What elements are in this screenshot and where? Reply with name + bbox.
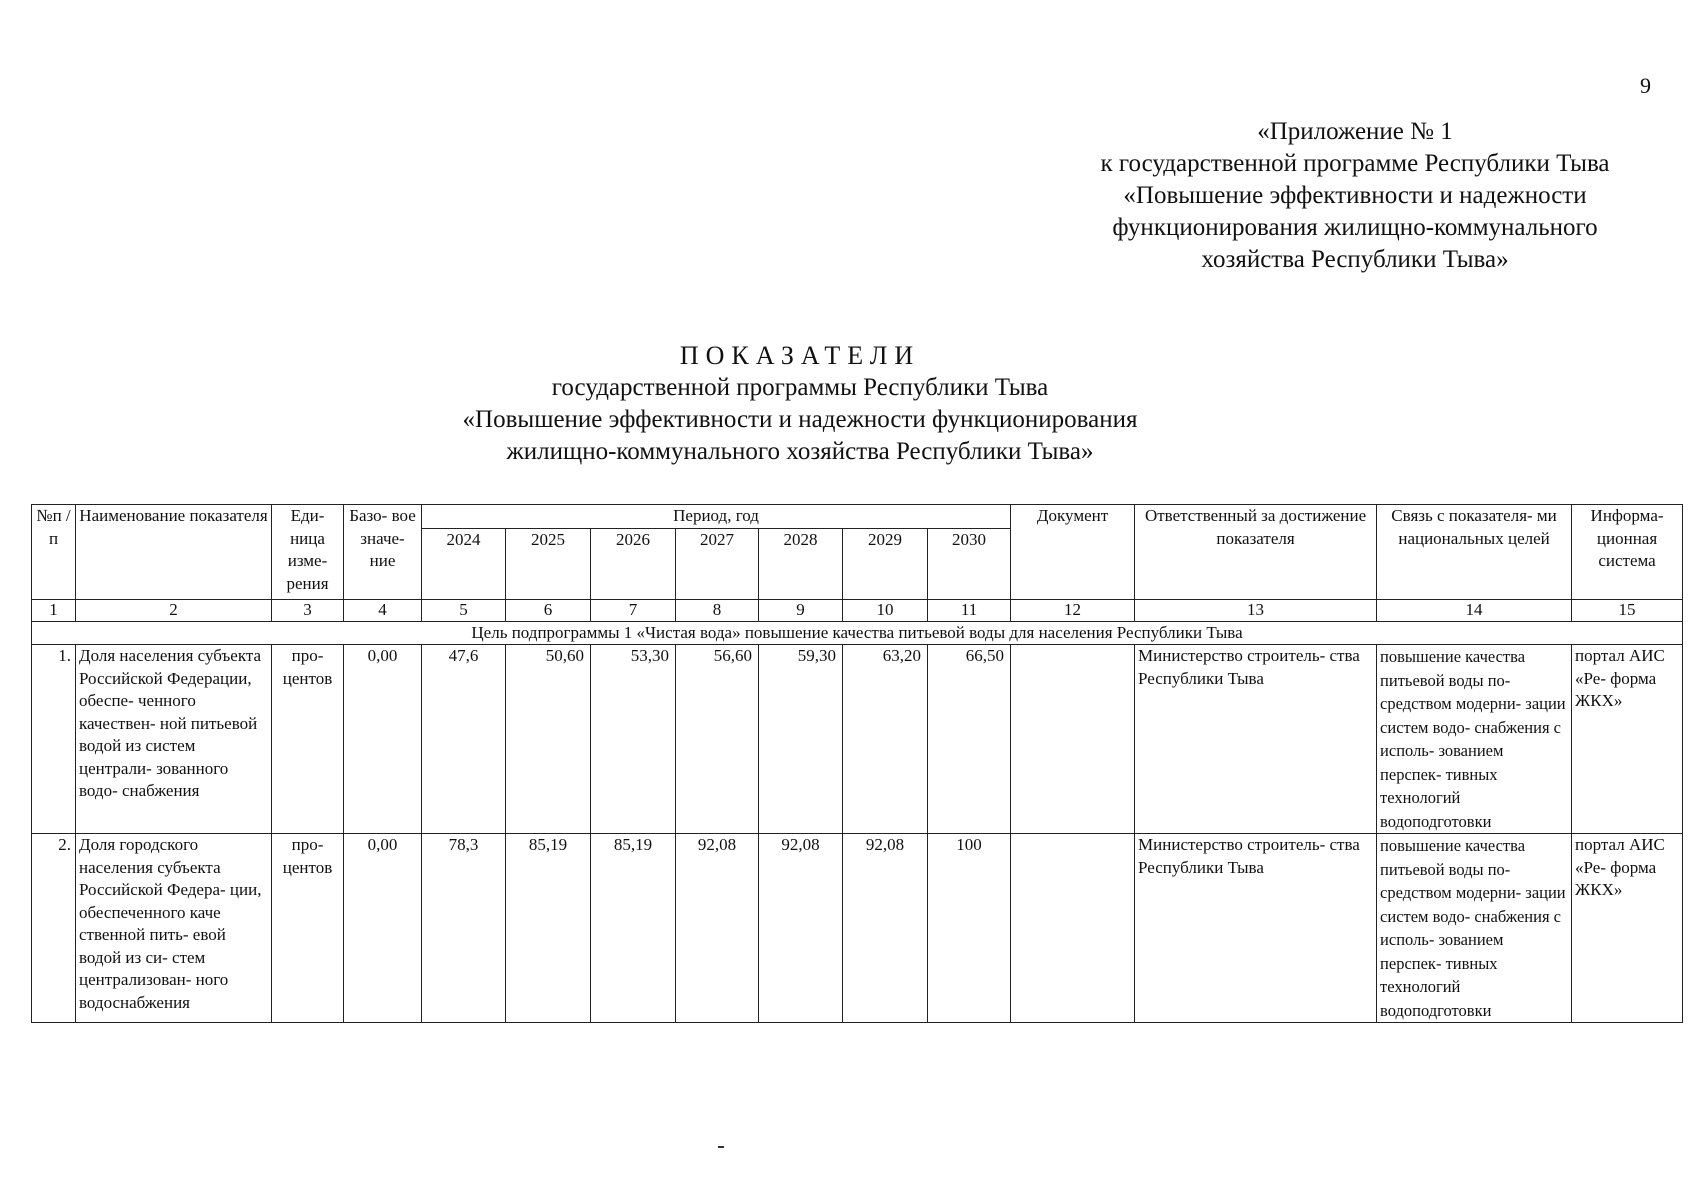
indicator-responsible: Министерство строитель- ства Республики Тыва — [1135, 834, 1377, 1023]
column-number: 6 — [506, 600, 591, 622]
header-year: 2024 — [422, 529, 506, 600]
indicator-value: 50,60 — [506, 645, 591, 834]
goal-text: Цель подпрограммы 1 «Чистая вода» повышение качества питьевой воды для населения Республики Тыва — [32, 622, 1683, 645]
indicator-national-goal-link: повышение качества питьевой воды по- средством модерни- зации систем водо- снабжения с исполь- зованием перспек- тивных технологий водоподготовки — [1377, 645, 1572, 834]
column-number: 7 — [591, 600, 676, 622]
header-year: 2025 — [506, 529, 591, 600]
indicator-value: 85,19 — [591, 834, 676, 1023]
column-number: 8 — [676, 600, 759, 622]
header-base: Базо- вое значе- ние — [344, 505, 422, 600]
appendix-line: к государственной программе Республики Тыва — [1100, 150, 1610, 177]
header-link: Связь с показателя- ми национальных целей — [1377, 505, 1572, 600]
table-row — [32, 834, 1683, 1023]
title-line: «Повышение эффективности и надежности функционирования — [462, 406, 1138, 433]
column-number: 9 — [759, 600, 843, 622]
indicator-info-system: портал АИС «Ре- форма ЖКХ» — [1572, 645, 1683, 834]
indicator-responsible: Министерство строитель- ства Республики Тыва — [1135, 645, 1377, 834]
header-year: 2029 — [843, 529, 928, 600]
column-number: 5 — [422, 600, 506, 622]
appendix-line: «Повышение эффективности и надежности — [1123, 182, 1587, 209]
indicator-value: 56,60 — [676, 645, 759, 834]
indicators-table — [31, 504, 1683, 1023]
column-number: 4 — [344, 600, 422, 622]
table-row — [32, 645, 1683, 834]
header-period: Период, год — [422, 505, 1011, 529]
indicator-unit: про- центов — [272, 834, 344, 1023]
indicator-document — [1011, 645, 1135, 834]
row-number: 2. — [32, 834, 76, 1023]
indicator-value: 59,30 — [759, 645, 843, 834]
document-title — [300, 340, 1300, 468]
indicator-value: 63,20 — [843, 645, 928, 834]
indicator-document — [1011, 834, 1135, 1023]
indicator-value: 100 — [928, 834, 1011, 1023]
indicator-national-goal-link: повышение качества питьевой воды по- средством модерни- зации систем водо- снабжения с исполь- зованием перспек- тивных технологий водоподготовки — [1377, 834, 1572, 1023]
column-number: 10 — [843, 600, 928, 622]
appendix-line: функционирования жилищно-коммунального — [1112, 214, 1598, 241]
scan-mark — [718, 1146, 724, 1148]
title-line: жилищно-коммунального хозяйства Республики Тыва» — [506, 438, 1094, 465]
column-number: 12 — [1011, 600, 1135, 622]
header-year: 2028 — [759, 529, 843, 600]
page-number: 9 — [1640, 73, 1651, 98]
row-number: 1. — [32, 645, 76, 834]
header-responsible: Ответственный за достижение показателя — [1135, 505, 1377, 600]
indicator-value: 92,08 — [759, 834, 843, 1023]
header-unit: Еди- ница изме- рения — [272, 505, 344, 600]
header-name: Наименование показателя — [76, 505, 272, 600]
column-number: 14 — [1377, 600, 1572, 622]
column-number: 1 — [32, 600, 76, 622]
indicator-base: 0,00 — [344, 645, 422, 834]
header-row — [32, 505, 1683, 529]
indicator-value: 53,30 — [591, 645, 676, 834]
indicator-name: Доля населения субъекта Российской Федерации, обеспе- ченного качествен- ной питьевой водой из систем централи- зованного водо- снабжения — [76, 645, 272, 834]
indicator-info-system: портал АИС «Ре- форма ЖКХ» — [1572, 834, 1683, 1023]
header-info: Информа- ционная система — [1572, 505, 1683, 600]
indicator-value: 92,08 — [676, 834, 759, 1023]
header-year: 2026 — [591, 529, 676, 600]
header-no: №п /п — [32, 505, 76, 600]
header-year: 2030 — [928, 529, 1011, 600]
indicator-value: 85,19 — [506, 834, 591, 1023]
column-number: 13 — [1135, 600, 1377, 622]
indicator-value: 47,6 — [422, 645, 506, 834]
header-document: Документ — [1011, 505, 1135, 600]
header-year: 2027 — [676, 529, 759, 600]
indicator-value: 92,08 — [843, 834, 928, 1023]
column-number: 15 — [1572, 600, 1683, 622]
title-heading: ПОКАЗАТЕЛИ — [679, 341, 921, 370]
appendix-line: «Приложение № 1 — [1257, 118, 1453, 145]
indicator-unit: про- центов — [272, 645, 344, 834]
column-number: 11 — [928, 600, 1011, 622]
indicator-base: 0,00 — [344, 834, 422, 1023]
indicator-name: Доля городского населения субъекта Российской Федера- ции, обеспеченного каче ственной пить- евой водой из си- стем централизован- ного водоснабжения — [76, 834, 272, 1023]
column-number: 2 — [76, 600, 272, 622]
goal-row — [32, 622, 1683, 645]
column-number-row — [32, 600, 1683, 622]
appendix-block — [1035, 116, 1675, 276]
appendix-line: хозяйства Республики Тыва» — [1201, 246, 1509, 273]
title-line: государственной программы Республики Тыва — [551, 374, 1049, 401]
column-number: 3 — [272, 600, 344, 622]
indicator-value: 78,3 — [422, 834, 506, 1023]
indicator-value: 66,50 — [928, 645, 1011, 834]
